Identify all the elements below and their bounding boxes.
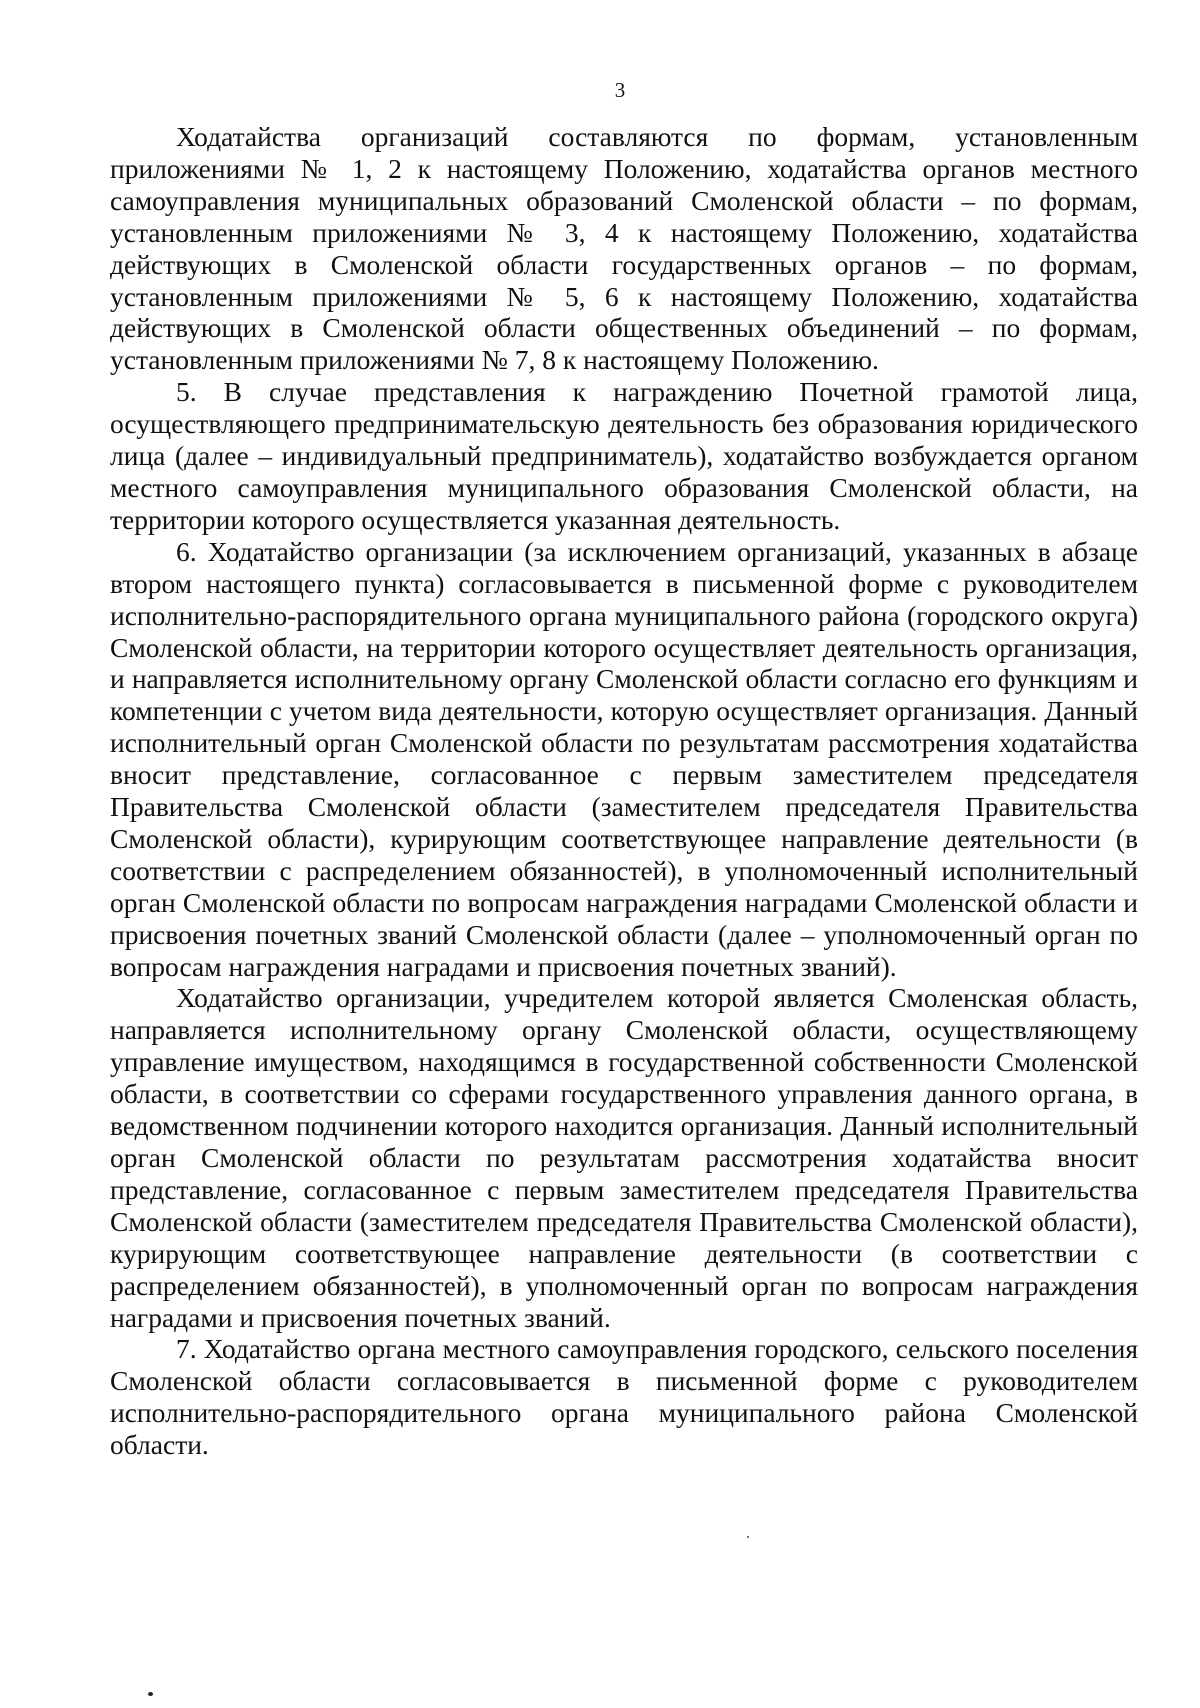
paragraph-petition-forms: Ходатайства организаций составляются по формам, установленным приложениями № 1, 2 к настоящему Положению, ходатайства органов местного самоуправления муниципальных образований Смоленской области – по формам, установленным приложениями № 3, 4 к настоящему Положению, ходатайства действующих в Смоленской области государственных органов – по формам, установленным приложениями № 5, 6 к настоящему Положению, ходатайства действующих в Смоленской области общественных объединений – по формам, установленным приложениями № 7, 8 к настоящему Положению. [110,121,1138,376]
document-body [110,121,1138,1461]
scan-edge-mark [148,1692,153,1696]
paragraph-item-6-founder: Ходатайство организации, учредителем которой является Смоленская область, направляется исполнительному органу Смоленской области, осуществляющему управление имуществом, находящимся в государственной собственности Смоленской области, в соответствии со сферами государственного управления данного органа, в ведомственном подчинении которого находится организация. Данный исполнительный орган Смоленской области по результатам рассмотрения ходатайства вносит представление, согласованное с первым заместителем председателя Правительства Смоленской области (заместителем председателя Правительства Смоленской области), курирующим соответствующее направление деятельности (в соответствии с распределением обязанностей), в уполномоченный орган по вопросам награждения наградами и присвоения почетных званий. [110,982,1138,1333]
scan-speck [747,1536,749,1538]
page-number: 3 [614,78,626,102]
paragraph-item-5: 5. В случае представления к награждению Почетной грамотой лица, осуществляющего предпринимательскую деятельность без образования юридического лица (далее – индивидуальный предприниматель), ходатайство возбуждается органом местного самоуправления муниципального образования Смоленской области, на территории которого осуществляется указанная деятельность. [110,376,1138,535]
paragraph-item-7: 7. Ходатайство органа местного самоуправления городского, сельского поселения Смоленской области согласовывается в письменной форме с руководителем исполнительно-распорядительного органа муниципального района Смоленской области. [110,1333,1138,1461]
paragraph-item-6: 6. Ходатайство организации (за исключением организаций, указанных в абзаце втором настоящего пункта) согласовывается в письменной форме с руководителем исполнительно-распорядительного органа муниципального района (городского округа) Смоленской области, на территории которого осуществляет деятельность организация, и направляется исполнительному органу Смоленской области согласно его функциям и компетенции с учетом вида деятельности, которую осуществляет организация. Данный исполнительный орган Смоленской области по результатам рассмотрения ходатайства вносит представление, согласованное с первым заместителем председателя Правительства Смоленской области (заместителем председателя Правительства Смоленской области), курирующим соответствующее направление деятельности (в соответствии с распределением обязанностей), в уполномоченный исполнительный орган Смоленской области по вопросам награждения наградами Смоленской области и присвоения почетных званий Смоленской области (далее – уполномоченный орган по вопросам награждения наградами и присвоения почетных званий). [110,535,1138,982]
